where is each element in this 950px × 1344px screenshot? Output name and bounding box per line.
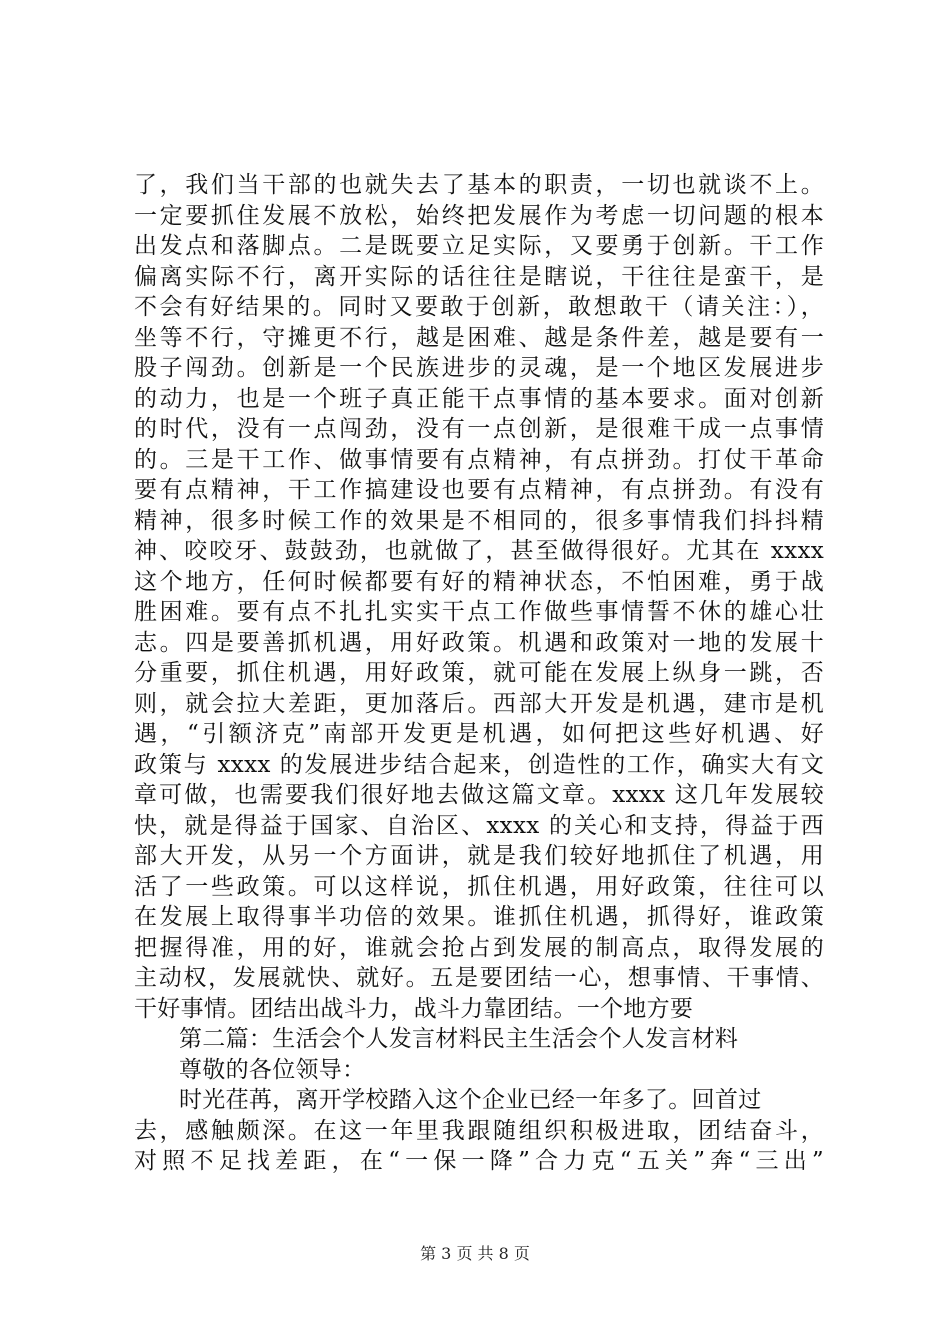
text-line: 政策与 xxxx 的发展进步结合起来，创造性的工作，确实大有文 — [134, 751, 824, 778]
text-line: 精神，很多时候工作的效果是不相同的，很多事情我们抖抖精 — [134, 507, 824, 534]
text-line: 不会有好结果的。同时又要敢于创新，敢想敢干（请关注：）， — [134, 294, 824, 320]
page-footer: 第 3 页 共 8 页 — [420, 1244, 530, 1263]
text-line: 要有点精神，干工作搞建设也要有点精神，有点拼劲。有没有 — [134, 477, 824, 503]
text-line: 神、咬咬牙、鼓鼓劲，也就做了，甚至做得很好。尤其在 xxxx — [134, 538, 824, 564]
text-line: 干好事情。团结出战斗力，战斗力靠团结。一个地方要 — [134, 995, 694, 1022]
text-line: 坐等不行，守摊更不行，越是困难、越是条件差，越是要有一 — [134, 324, 824, 351]
section-heading: 第二篇：生活会个人发言材料民主生活会个人发言材料 — [179, 1026, 739, 1052]
text-line: 的动力，也是一个班子真正能干点事情的基本要求。面对创新 — [134, 385, 824, 412]
text-line: 这个地方，任何时候都要有好的精神状态，不怕困难，勇于战 — [134, 568, 824, 595]
text-line: 则，就会拉大差距，更加落后。西部大开发是机遇，建市是机 — [134, 690, 824, 717]
text-line: 股子闯劲。创新是一个民族进步的灵魂，是一个地区发展进步 — [134, 355, 824, 381]
text-line: 志。四是要善抓机遇，用好政策。机遇和政策对一地的发展十 — [134, 629, 824, 656]
text-line: 出发点和落脚点。二是既要立足实际，又要勇于创新。干工作 — [134, 233, 824, 259]
document-body — [134, 170, 824, 1177]
text-line: 对照不足找差距，在“一保一降”合力克“五关”奔“三出” — [134, 1148, 824, 1174]
text-line: 主动权，发展就快、就好。五是要团结一心，想事情、干事情、 — [134, 965, 824, 991]
text-line: 把握得准，用的好，谁就会抢占到发展的制高点，取得发展的 — [134, 934, 824, 961]
salutation: 尊敬的各位领导： — [179, 1056, 366, 1083]
text-line: 了，我们当干部的也就失去了基本的职责，一切也就谈不上。 — [134, 172, 824, 198]
text-line: 快，就是得益于国家、自治区、xxxx 的关心和支持，得益于西 — [134, 812, 824, 839]
text-line: 章可做，也需要我们很好地去做这篇文章。xxxx 这几年发展较 — [134, 782, 824, 808]
text-line: 去，感触颇深。在这一年里我跟随组织积极进取，团结奋斗， — [134, 1117, 824, 1144]
text-line: 胜困难。要有点不扎扎实实干点工作做些事情誓不休的雄心壮 — [134, 599, 824, 625]
text-line: 的时代，没有一点闯劲，没有一点创新，是很难干成一点事情 — [134, 416, 824, 442]
text-line: 在发展上取得事半功倍的效果。谁抓住机遇，抓得好，谁政策 — [134, 904, 824, 930]
text-line: 分重要，抓住机遇，用好政策，就可能在发展上纵身一跳，否 — [134, 660, 824, 686]
text-line: 偏离实际不行，离开实际的话往往是瞎说，干往往是蛮干，是 — [134, 263, 824, 290]
text-line: 遇，“引额济克”南部开发更是机遇，如何把这些好机遇、好 — [134, 721, 824, 747]
text-line: 时光荏苒，离开学校踏入这个企业已经一年多了。回首过 — [179, 1087, 762, 1113]
text-line: 的。三是干工作、做事情要有点精神，有点拼劲。打仗干革命 — [134, 446, 824, 473]
text-line: 活了一些政策。可以这样说，抓住机遇，用好政策，往往可以 — [134, 873, 824, 900]
text-line: 一定要抓住发展不放松，始终把发展作为考虑一切问题的根本 — [134, 202, 824, 229]
text-line: 部大开发，从另一个方面讲，就是我们较好地抓住了机遇，用 — [134, 843, 824, 869]
